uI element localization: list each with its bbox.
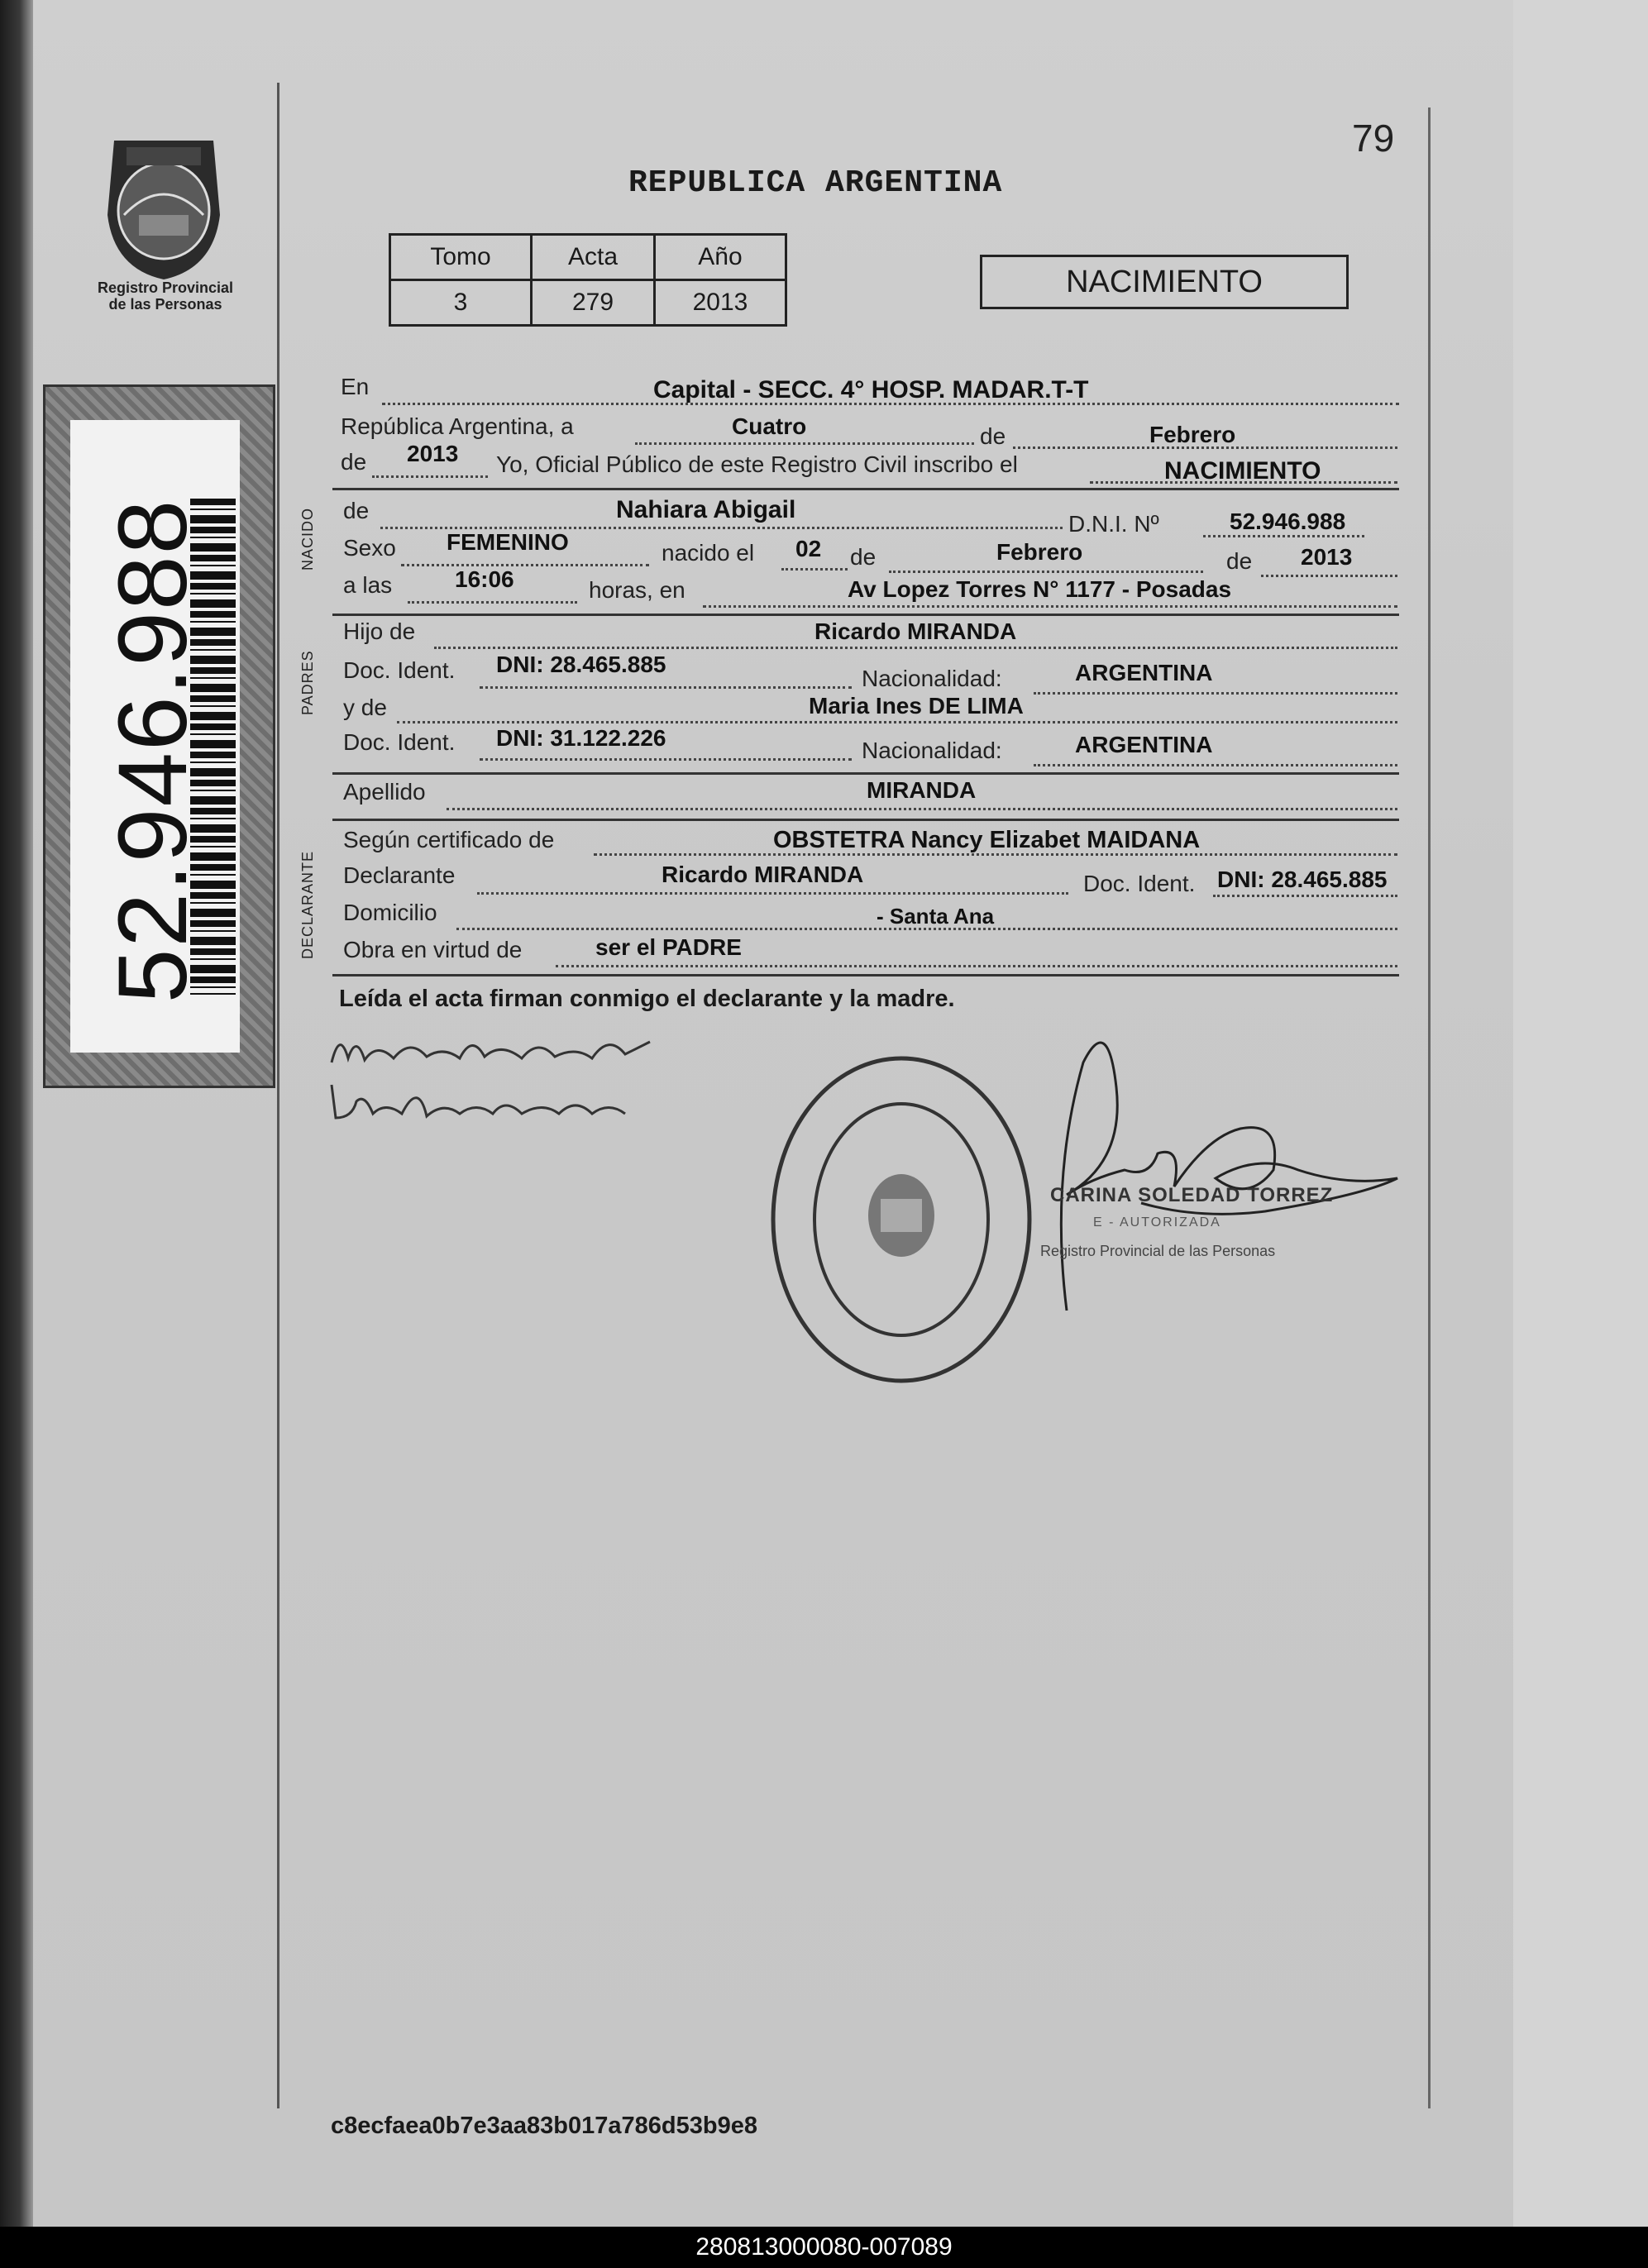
decl-doc-label: Doc. Ident. xyxy=(1083,871,1196,896)
row-en xyxy=(341,374,369,400)
nac-label: Nacionalidad: xyxy=(862,666,1002,691)
record-type-box: NACIMIENTO xyxy=(980,255,1349,309)
dotted-line xyxy=(397,719,1397,723)
horas-label: horas, en xyxy=(589,577,685,603)
doc-label: Doc. Ident. xyxy=(343,657,456,683)
de-label: de xyxy=(980,423,1006,449)
mother-doc: DNI: 31.122.226 xyxy=(496,725,666,751)
father-doc: DNI: 28.465.885 xyxy=(496,652,666,677)
dotted-line xyxy=(401,562,649,566)
closing-statement: Leída el acta firman conmigo el declarante y la madre. xyxy=(339,986,955,1012)
dotted-line xyxy=(447,806,1397,810)
official-seal xyxy=(765,1046,1038,1393)
sexo-label: Sexo xyxy=(343,535,396,561)
officer-name: CARINA SOLEDAD TORREZ xyxy=(1050,1184,1334,1206)
header-ano: Año xyxy=(655,235,786,280)
decl-doc-value: DNI: 28.465.885 xyxy=(1217,867,1388,892)
emblem-label xyxy=(79,279,252,313)
yo-text: Yo, Oficial Público de este Registro Civil inscribo el xyxy=(496,451,1018,477)
officer-signature xyxy=(1017,1013,1406,1327)
emblem-icon xyxy=(89,124,238,281)
de4-label: de xyxy=(1226,548,1253,574)
month-value: Febrero xyxy=(1149,422,1236,447)
register-table xyxy=(389,233,787,327)
year-value: 2013 xyxy=(407,441,459,466)
birth-month: Febrero xyxy=(996,539,1083,565)
decl-label: Declarante xyxy=(343,862,456,888)
name-label: de xyxy=(343,498,370,523)
apellido-label: Apellido xyxy=(343,779,426,805)
dotted-line xyxy=(781,566,848,571)
value-tomo: 3 xyxy=(390,280,532,326)
page-number: 79 xyxy=(1352,117,1395,160)
margin-rule-right xyxy=(1428,107,1431,2108)
day-value: Cuatro xyxy=(732,413,807,439)
dotted-line xyxy=(1034,690,1397,695)
officer-office: Registro Provincial de las Personas xyxy=(1040,1243,1276,1259)
section-label-padres: PADRES xyxy=(299,650,316,715)
dotted-line xyxy=(635,441,974,445)
birth-year: 2013 xyxy=(1301,544,1353,570)
birth-day: 02 xyxy=(795,536,822,561)
barcode-panel xyxy=(70,420,240,1053)
value-acta: 279 xyxy=(532,280,655,326)
section-label-nacido: NACIDO xyxy=(299,507,316,571)
barcode-number: 52.946.988 xyxy=(98,498,208,1004)
dotted-line xyxy=(889,569,1203,573)
doc2-label: Doc. Ident. xyxy=(343,729,456,755)
en-label: En xyxy=(341,374,370,399)
dotted-line xyxy=(434,645,1397,649)
de2-label: de xyxy=(341,449,367,475)
emblem-label-line-2: de las Personas xyxy=(108,296,222,313)
dotted-line xyxy=(408,599,577,604)
dotted-line xyxy=(1034,762,1397,766)
register-table-header-row xyxy=(390,235,786,280)
header-tomo: Tomo xyxy=(390,235,532,280)
section-divider xyxy=(332,819,1399,821)
dotted-line xyxy=(556,963,1397,967)
domicilio-value: - Santa Ana xyxy=(877,904,995,929)
register-table-value-row xyxy=(390,280,786,326)
father-nat: ARGENTINA xyxy=(1075,660,1213,685)
a-las-label: a las xyxy=(343,572,393,598)
section-divider xyxy=(332,772,1399,775)
name-value: Nahiara Abigail xyxy=(616,496,796,523)
dotted-line xyxy=(480,685,852,689)
dni-label: D.N.I. Nº xyxy=(1068,511,1159,537)
dotted-line xyxy=(480,757,852,761)
dotted-line xyxy=(477,890,1068,895)
decl-value: Ricardo MIRANDA xyxy=(662,862,864,887)
document-title: REPUBLICA ARGENTINA xyxy=(628,165,1003,201)
emblem-label-line-1: Registro Provincial xyxy=(97,279,234,296)
de3-label: de xyxy=(850,544,877,570)
inscribo-value: NACIMIENTO xyxy=(1164,457,1321,485)
dotted-line xyxy=(372,474,488,478)
cert-value: OBSTETRA Nancy Elizabet MAIDANA xyxy=(773,827,1201,853)
mother-nat: ARGENTINA xyxy=(1075,732,1213,757)
signature-glyph xyxy=(327,1077,658,1126)
signature-glyph xyxy=(327,1025,658,1075)
section-divider xyxy=(332,614,1399,616)
time-value: 16:06 xyxy=(455,566,514,592)
signature-glyph xyxy=(1017,1013,1406,1327)
obra-value: ser el PADRE xyxy=(595,934,742,960)
barcode-strip xyxy=(43,384,275,1088)
book-binding xyxy=(0,0,33,2227)
hijo-label: Hijo de xyxy=(343,618,416,644)
officer-role: E - AUTORIZADA xyxy=(1093,1215,1221,1229)
dotted-line xyxy=(1261,573,1397,577)
nac2-label: Nacionalidad: xyxy=(862,738,1002,763)
footer-code: 280813000080-007089 xyxy=(0,2227,1648,2268)
margin-rule-left xyxy=(277,83,279,2108)
en-value: Capital - SECC. 4° HOSP. MADAR.T-T xyxy=(653,376,1089,403)
mother-value: Maria Ines DE LIMA xyxy=(809,693,1024,719)
section-divider xyxy=(332,974,1399,976)
domicilio-label: Domicilio xyxy=(343,900,437,925)
sexo-value: FEMENINO xyxy=(447,529,569,555)
dotted-line xyxy=(703,604,1397,608)
seal-icon xyxy=(765,1046,1038,1393)
dni-value: 52.946.988 xyxy=(1230,509,1346,534)
header-acta: Acta xyxy=(532,235,655,280)
republica-label: República Argentina, a xyxy=(341,413,574,439)
mother-signature xyxy=(327,1077,658,1136)
cert-label: Según certificado de xyxy=(343,827,555,852)
place-value: Av Lopez Torres N° 1177 - Posadas xyxy=(848,576,1232,602)
nacido-el-label: nacido el xyxy=(662,540,755,566)
page-edge xyxy=(1513,0,1648,2227)
section-divider xyxy=(332,488,1399,490)
value-ano: 2013 xyxy=(655,280,786,326)
document-hash: c8ecfaea0b7e3aa83b017a786d53b9e8 xyxy=(331,2113,757,2139)
father-value: Ricardo MIRANDA xyxy=(814,618,1017,644)
obra-label: Obra en virtud de xyxy=(343,937,523,962)
apellido-value: MIRANDA xyxy=(867,777,977,803)
row-republica xyxy=(341,413,574,440)
dotted-line xyxy=(1213,893,1397,897)
section-label-declarante: DECLARANTE xyxy=(299,850,316,959)
yde-label: y de xyxy=(343,695,387,720)
